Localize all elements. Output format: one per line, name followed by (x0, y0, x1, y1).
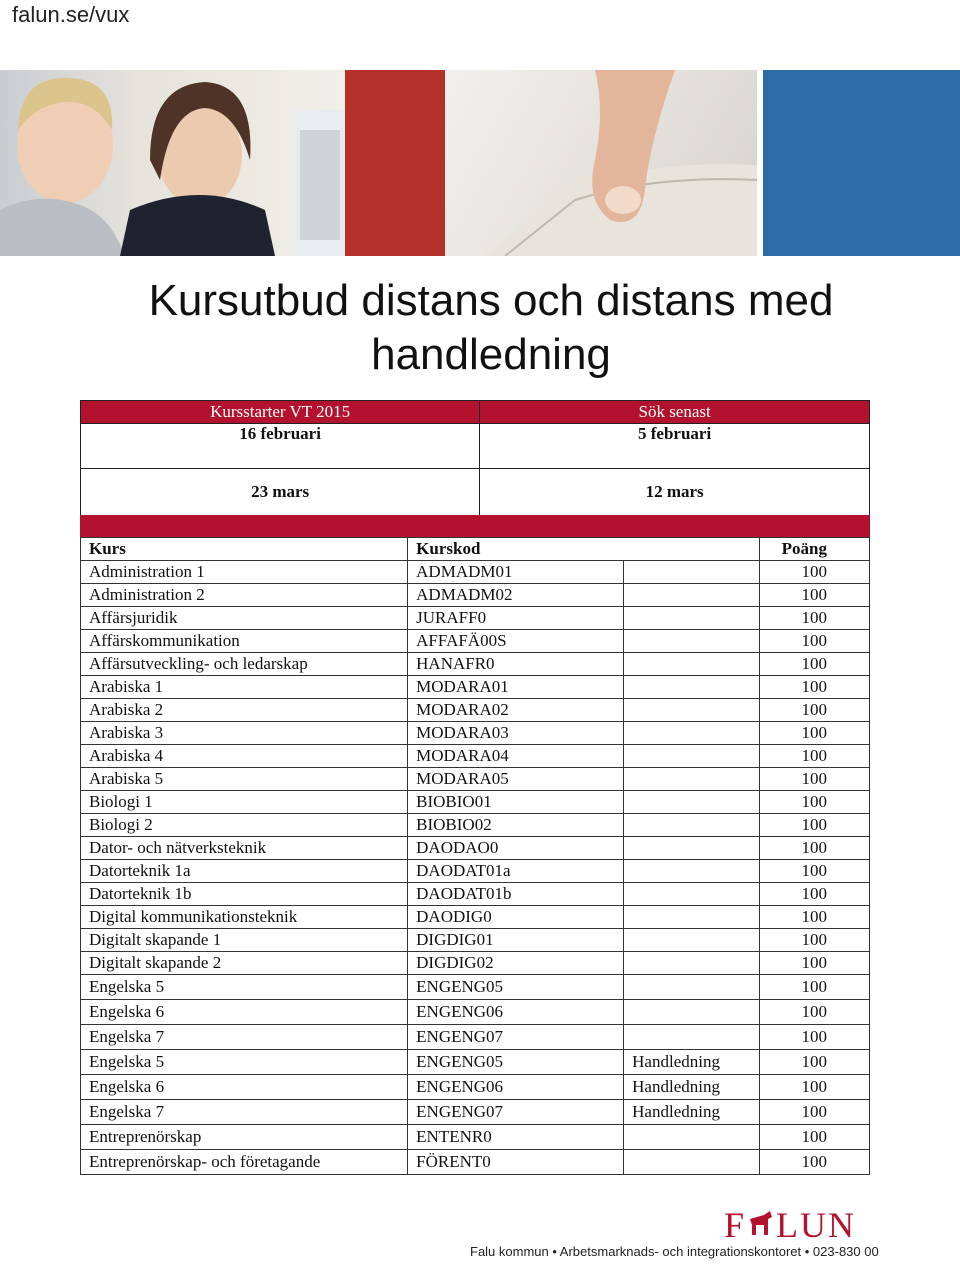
course-note: Handledning (624, 1050, 760, 1075)
course-name: Engelska 6 (81, 1075, 408, 1100)
course-code: HANAFR0 (408, 653, 624, 676)
start-date: 16 februari (81, 424, 480, 469)
course-code: ENGENG05 (408, 1050, 624, 1075)
course-name: Arabiska 2 (81, 699, 408, 722)
course-name: Datorteknik 1a (81, 860, 408, 883)
course-points: 100 (759, 699, 869, 722)
table-row (81, 607, 870, 630)
table-row (81, 906, 870, 929)
table-row (81, 883, 870, 906)
course-name: Engelska 7 (81, 1100, 408, 1125)
course-points: 100 (759, 722, 869, 745)
course-note (624, 1125, 760, 1150)
course-start-table (80, 400, 870, 516)
page-url: falun.se/vux (12, 2, 130, 27)
table-row (81, 1100, 870, 1125)
course-code: BIOBIO02 (408, 814, 624, 837)
course-code: ENTENR0 (408, 1125, 624, 1150)
deadline-date: 12 mars (480, 469, 870, 516)
course-code: ADMADM01 (408, 561, 624, 584)
course-points: 100 (759, 653, 869, 676)
course-name: Engelska 6 (81, 1000, 408, 1025)
table-row (81, 653, 870, 676)
course-name: Arabiska 5 (81, 768, 408, 791)
svg-text:LUN: LUN (776, 1205, 856, 1245)
course-code: BIOBIO01 (408, 791, 624, 814)
table-row (81, 561, 870, 584)
course-note (624, 676, 760, 699)
course-name: Biologi 2 (81, 814, 408, 837)
course-name: Engelska 5 (81, 975, 408, 1000)
course-code: ENGENG06 (408, 1000, 624, 1025)
course-name: Arabiska 1 (81, 676, 408, 699)
course-name: Entreprenörskap (81, 1125, 408, 1150)
course-note (624, 952, 760, 975)
start-date: 23 mars (81, 469, 480, 516)
course-code: DAODIG0 (408, 906, 624, 929)
course-points: 100 (759, 584, 869, 607)
table-row (81, 745, 870, 768)
table-row (81, 1050, 870, 1075)
course-points: 100 (759, 630, 869, 653)
course-note (624, 561, 760, 584)
table-row (81, 975, 870, 1000)
table-row (81, 630, 870, 653)
course-note (624, 699, 760, 722)
course-name: Administration 2 (81, 584, 408, 607)
course-points: 100 (759, 1100, 869, 1125)
course-points: 100 (759, 814, 869, 837)
course-points: 100 (759, 837, 869, 860)
table-row (81, 699, 870, 722)
course-name: Engelska 7 (81, 1025, 408, 1050)
course-points: 100 (759, 883, 869, 906)
course-code: ADMADM02 (408, 584, 624, 607)
course-points: 100 (759, 1000, 869, 1025)
course-code: DIGDIG01 (408, 929, 624, 952)
course-points: 100 (759, 791, 869, 814)
table-row (81, 814, 870, 837)
course-code: MODARA02 (408, 699, 624, 722)
course-name: Digitalt skapande 1 (81, 929, 408, 952)
course-name: Affärsjuridik (81, 607, 408, 630)
course-code: ENGENG07 (408, 1100, 624, 1125)
table-row (81, 929, 870, 952)
course-points: 100 (759, 607, 869, 630)
table-row (81, 1025, 870, 1050)
course-name: Administration 1 (81, 561, 408, 584)
course-points: 100 (759, 676, 869, 699)
column-header-points: Poäng (759, 538, 869, 561)
course-points: 100 (759, 975, 869, 1000)
course-name: Digital kommunikationsteknik (81, 906, 408, 929)
course-code: AFFAFÄ00S (408, 630, 624, 653)
course-name: Arabiska 4 (81, 745, 408, 768)
course-note (624, 584, 760, 607)
course-note: Handledning (624, 1100, 760, 1125)
course-code: DIGDIG02 (408, 952, 624, 975)
start-header: Kursstarter VT 2015 (81, 401, 480, 424)
course-code: FÖRENT0 (408, 1150, 624, 1175)
course-note (624, 768, 760, 791)
course-name: Dator- och nätverksteknik (81, 837, 408, 860)
course-note (624, 883, 760, 906)
course-code: ENGENG07 (408, 1025, 624, 1050)
table-row (81, 860, 870, 883)
course-table (80, 537, 870, 1175)
course-note: Handledning (624, 1075, 760, 1100)
course-note (624, 837, 760, 860)
banner-blue-block (763, 70, 960, 256)
course-points: 100 (759, 768, 869, 791)
course-points: 100 (759, 1025, 869, 1050)
page-title: Kursutbud distans och distans med handledning (148, 276, 834, 379)
course-points: 100 (759, 906, 869, 929)
course-points: 100 (759, 929, 869, 952)
course-points: 100 (759, 561, 869, 584)
table-row (81, 791, 870, 814)
course-code: DAODAT01b (408, 883, 624, 906)
course-name: Affärskommunikation (81, 630, 408, 653)
column-header-course: Kurs (81, 538, 408, 561)
course-name: Digitalt skapande 2 (81, 952, 408, 975)
course-points: 100 (759, 1075, 869, 1100)
course-note (624, 929, 760, 952)
course-note (624, 607, 760, 630)
course-code: MODARA04 (408, 745, 624, 768)
course-note (624, 791, 760, 814)
course-note (624, 1150, 760, 1175)
course-note (624, 653, 760, 676)
course-note (624, 722, 760, 745)
course-points: 100 (759, 952, 869, 975)
table-row (81, 768, 870, 791)
course-name: Engelska 5 (81, 1050, 408, 1075)
course-note (624, 1000, 760, 1025)
course-note (624, 860, 760, 883)
course-note (624, 814, 760, 837)
course-name: Biologi 1 (81, 791, 408, 814)
course-code: JURAFF0 (408, 607, 624, 630)
table-row (81, 1000, 870, 1025)
header-banner (0, 70, 960, 256)
banner-photo-book (445, 70, 757, 256)
table-row (81, 676, 870, 699)
svg-text:F: F (724, 1205, 747, 1245)
course-code: DAODAT01a (408, 860, 624, 883)
deadline-header: Sök senast (480, 401, 870, 424)
course-code: ENGENG05 (408, 975, 624, 1000)
table-row (81, 722, 870, 745)
course-points: 100 (759, 1150, 869, 1175)
table-row (81, 584, 870, 607)
course-code: ENGENG06 (408, 1075, 624, 1100)
course-code: MODARA01 (408, 676, 624, 699)
table-row (81, 952, 870, 975)
table-row (81, 837, 870, 860)
banner-photo-students (0, 70, 345, 256)
course-points: 100 (759, 860, 869, 883)
column-header-code: Kurskod (408, 538, 760, 561)
course-note (624, 630, 760, 653)
course-code: DAODAO0 (408, 837, 624, 860)
course-note (624, 1025, 760, 1050)
course-points: 100 (759, 1050, 869, 1075)
course-name: Arabiska 3 (81, 722, 408, 745)
table-row (81, 1075, 870, 1100)
course-points: 100 (759, 1125, 869, 1150)
course-code: MODARA03 (408, 722, 624, 745)
table-divider-bar (80, 515, 870, 537)
banner-red-block (345, 70, 445, 256)
course-note (624, 975, 760, 1000)
course-name: Affärsutveckling- och ledarskap (81, 653, 408, 676)
course-name: Entreprenörskap- och företagande (81, 1150, 408, 1175)
course-name: Datorteknik 1b (81, 883, 408, 906)
table-row (81, 1150, 870, 1175)
course-code: MODARA05 (408, 768, 624, 791)
course-note (624, 745, 760, 768)
deadline-date: 5 februari (480, 424, 870, 469)
course-points: 100 (759, 745, 869, 768)
table-row (81, 1125, 870, 1150)
course-note (624, 906, 760, 929)
footer-contact: Falu kommun • Arbetsmarknads- och integrationskontoret • 023-830 00 (470, 1244, 879, 1259)
